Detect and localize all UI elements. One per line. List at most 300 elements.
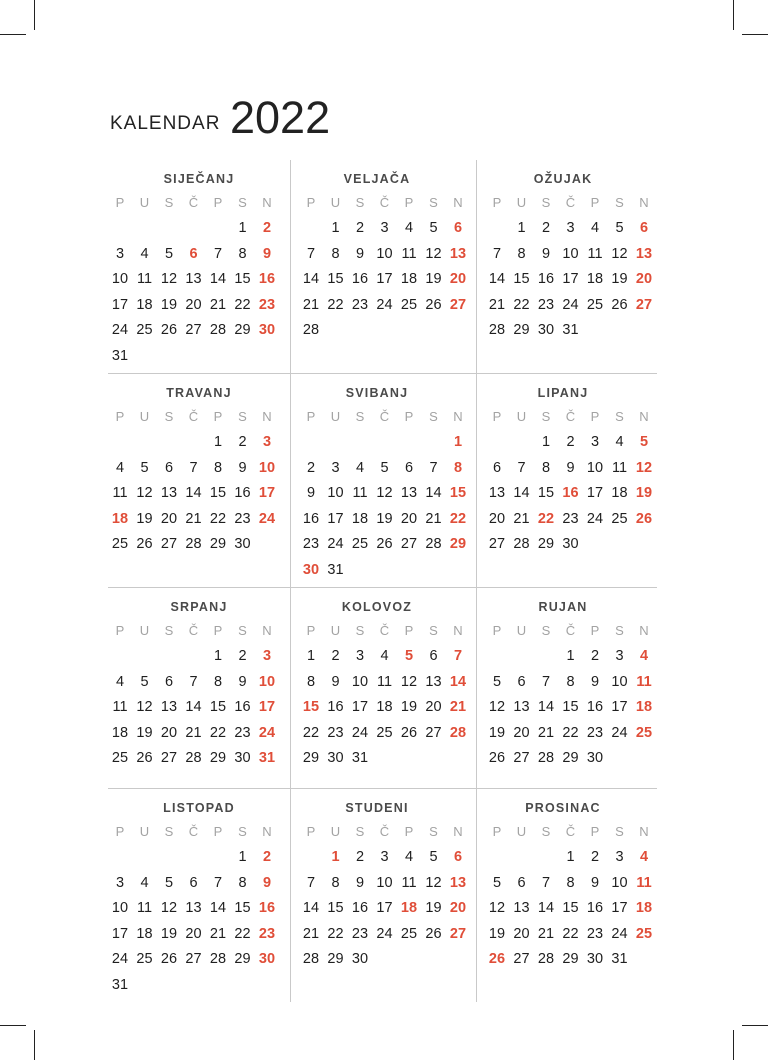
day-cell[interactable]: 24	[611, 925, 628, 942]
day-cell[interactable]: 3	[380, 849, 389, 865]
day-cell[interactable]: 21	[513, 510, 530, 527]
day-cell[interactable]: 21	[209, 296, 227, 313]
day-cell[interactable]: 8	[331, 874, 340, 891]
day-cell[interactable]: 4	[140, 245, 149, 262]
day-cell[interactable]: 9	[238, 673, 247, 690]
day-cell[interactable]: 5	[429, 220, 438, 236]
day-cell[interactable]: 15	[209, 699, 227, 716]
day-cell[interactable]: 5	[639, 434, 649, 450]
day-cell[interactable]: 23	[586, 925, 604, 942]
day-cell[interactable]: 27	[160, 750, 178, 767]
day-cell[interactable]: 13	[160, 485, 178, 502]
day-cell[interactable]: 10	[111, 900, 129, 917]
day-cell[interactable]: 24	[111, 951, 129, 968]
day-cell[interactable]: 30	[351, 951, 369, 968]
day-cell[interactable]: 1	[331, 220, 340, 236]
day-cell[interactable]: 23	[537, 296, 555, 313]
day-cell[interactable]: 8	[566, 673, 575, 690]
day-cell[interactable]: 3	[590, 434, 600, 450]
day-cell[interactable]: 18	[400, 271, 418, 288]
day-cell[interactable]: 2	[306, 459, 316, 476]
day-cell[interactable]: 4	[404, 849, 414, 865]
day-cell[interactable]: 1	[306, 648, 316, 664]
day-cell[interactable]: 8	[541, 459, 551, 476]
day-cell[interactable]: 31	[562, 322, 579, 339]
day-cell[interactable]: 12	[136, 699, 153, 716]
day-cell[interactable]: 3	[331, 459, 340, 476]
day-cell[interactable]: 23	[258, 925, 276, 942]
day-cell[interactable]: 3	[115, 245, 125, 262]
day-cell[interactable]: 19	[136, 724, 153, 741]
day-cell[interactable]: 18	[635, 900, 653, 917]
day-cell[interactable]: 4	[590, 220, 600, 236]
day-cell[interactable]: 19	[488, 925, 506, 942]
day-cell[interactable]: 21	[425, 510, 442, 527]
day-cell[interactable]: 1	[238, 849, 247, 865]
day-cell[interactable]: 25	[400, 296, 418, 313]
day-cell[interactable]: 22	[234, 925, 251, 942]
day-cell[interactable]: 24	[258, 510, 276, 527]
day-cell[interactable]: 30	[258, 951, 276, 968]
day-cell[interactable]: 10	[562, 245, 579, 262]
day-cell[interactable]: 14	[302, 900, 320, 917]
day-cell[interactable]: 7	[453, 648, 463, 664]
day-cell[interactable]: 26	[136, 536, 153, 553]
day-cell[interactable]: 26	[400, 724, 418, 741]
day-cell[interactable]: 5	[164, 245, 174, 262]
day-cell[interactable]: 20	[513, 925, 530, 942]
day-cell[interactable]: 1	[213, 434, 223, 450]
day-cell[interactable]: 21	[537, 925, 555, 942]
day-cell[interactable]: 12	[160, 271, 178, 288]
day-cell[interactable]: 6	[429, 648, 438, 664]
day-cell[interactable]: 8	[517, 245, 526, 262]
day-cell[interactable]: 1	[213, 648, 223, 664]
day-cell[interactable]: 27	[449, 296, 467, 313]
day-cell[interactable]: 24	[611, 724, 628, 741]
day-cell[interactable]: 28	[537, 750, 555, 767]
day-cell[interactable]: 30	[537, 322, 555, 339]
day-cell[interactable]: 19	[425, 900, 442, 917]
day-cell[interactable]: 18	[635, 699, 653, 716]
day-cell[interactable]: 19	[376, 510, 393, 527]
day-cell[interactable]: 24	[351, 724, 369, 741]
day-cell[interactable]: 28	[302, 322, 320, 339]
day-cell[interactable]: 13	[513, 699, 530, 716]
day-cell[interactable]: 20	[185, 296, 202, 313]
day-cell[interactable]: 29	[449, 536, 467, 553]
day-cell[interactable]: 31	[111, 977, 129, 993]
day-cell[interactable]: 30	[327, 750, 344, 767]
day-cell[interactable]: 26	[488, 750, 506, 767]
day-cell[interactable]: 1	[453, 434, 463, 450]
day-cell[interactable]: 9	[331, 673, 340, 690]
day-cell[interactable]: 23	[234, 724, 251, 741]
day-cell[interactable]: 26	[611, 296, 628, 313]
day-cell[interactable]: 31	[111, 348, 129, 364]
day-cell[interactable]: 26	[160, 322, 178, 339]
day-cell[interactable]: 24	[562, 296, 579, 313]
day-cell[interactable]: 20	[449, 271, 467, 288]
day-cell[interactable]: 2	[355, 220, 365, 236]
day-cell[interactable]: 11	[352, 485, 368, 502]
day-cell[interactable]: 24	[586, 510, 604, 527]
day-cell[interactable]: 22	[562, 925, 579, 942]
day-cell[interactable]: 9	[262, 245, 272, 262]
day-cell[interactable]: 9	[355, 874, 365, 891]
day-cell[interactable]: 2	[238, 648, 247, 664]
day-cell[interactable]: 14	[425, 485, 442, 502]
day-cell[interactable]: 30	[586, 951, 604, 968]
day-cell[interactable]: 3	[615, 849, 624, 865]
day-cell[interactable]: 27	[449, 925, 467, 942]
day-cell[interactable]: 15	[327, 900, 344, 917]
day-cell[interactable]: 16	[258, 900, 276, 917]
day-cell[interactable]: 6	[189, 874, 198, 891]
day-cell[interactable]: 13	[185, 900, 202, 917]
day-cell[interactable]: 17	[111, 296, 129, 313]
day-cell[interactable]: 14	[185, 485, 202, 502]
day-cell[interactable]: 4	[404, 220, 414, 236]
day-cell[interactable]: 8	[213, 673, 223, 690]
day-cell[interactable]: 3	[615, 648, 624, 664]
day-cell[interactable]: 16	[562, 485, 579, 502]
day-cell[interactable]: 4	[615, 434, 624, 450]
day-cell[interactable]: 30	[234, 536, 251, 553]
day-cell[interactable]: 21	[185, 510, 202, 527]
day-cell[interactable]: 13	[185, 271, 202, 288]
day-cell[interactable]: 28	[513, 536, 530, 553]
day-cell[interactable]: 25	[635, 925, 653, 942]
day-cell[interactable]: 5	[380, 459, 389, 476]
day-cell[interactable]: 18	[136, 296, 153, 313]
day-cell[interactable]: 22	[562, 724, 579, 741]
day-cell[interactable]: 21	[537, 724, 555, 741]
day-cell[interactable]: 20	[160, 724, 178, 741]
day-cell[interactable]: 5	[492, 673, 502, 690]
day-cell[interactable]: 20	[449, 900, 467, 917]
day-cell[interactable]: 18	[586, 271, 604, 288]
day-cell[interactable]: 4	[639, 648, 649, 664]
day-cell[interactable]: 29	[209, 536, 227, 553]
day-cell[interactable]: 28	[209, 951, 227, 968]
day-cell[interactable]: 10	[586, 459, 604, 476]
day-cell[interactable]: 1	[331, 849, 340, 865]
day-cell[interactable]: 10	[611, 874, 628, 891]
day-cell[interactable]: 22	[513, 296, 530, 313]
day-cell[interactable]: 18	[111, 510, 129, 527]
day-cell[interactable]: 4	[115, 673, 125, 690]
day-cell[interactable]: 17	[611, 900, 628, 917]
day-cell[interactable]: 10	[258, 673, 276, 690]
day-cell[interactable]: 22	[302, 724, 320, 741]
day-cell[interactable]: 9	[262, 874, 272, 891]
day-cell[interactable]: 19	[400, 699, 418, 716]
day-cell[interactable]: 18	[400, 900, 418, 917]
day-cell[interactable]: 12	[400, 673, 418, 690]
day-cell[interactable]: 13	[635, 245, 653, 262]
day-cell[interactable]: 24	[258, 724, 276, 741]
day-cell[interactable]: 17	[562, 271, 579, 288]
day-cell[interactable]: 20	[513, 724, 530, 741]
day-cell[interactable]: 7	[306, 874, 316, 891]
day-cell[interactable]: 27	[488, 536, 506, 553]
day-cell[interactable]: 14	[513, 485, 530, 502]
day-cell[interactable]: 16	[586, 699, 604, 716]
day-cell[interactable]: 20	[160, 510, 178, 527]
day-cell[interactable]: 25	[376, 724, 393, 741]
day-cell[interactable]: 5	[140, 459, 149, 476]
day-cell[interactable]: 13	[425, 673, 442, 690]
day-cell[interactable]: 8	[238, 245, 247, 262]
day-cell[interactable]: 16	[234, 699, 251, 716]
day-cell[interactable]: 12	[425, 874, 442, 891]
day-cell[interactable]: 30	[302, 562, 320, 578]
day-cell[interactable]: 6	[639, 220, 649, 236]
day-cell[interactable]: 9	[238, 459, 247, 476]
day-cell[interactable]: 5	[404, 648, 414, 664]
day-cell[interactable]: 16	[327, 699, 344, 716]
day-cell[interactable]: 30	[562, 536, 579, 553]
day-cell[interactable]: 24	[327, 536, 344, 553]
day-cell[interactable]: 12	[635, 459, 653, 476]
day-cell[interactable]: 12	[376, 485, 393, 502]
day-cell[interactable]: 8	[331, 245, 340, 262]
day-cell[interactable]: 14	[449, 673, 467, 690]
day-cell[interactable]: 22	[234, 296, 251, 313]
day-cell[interactable]: 24	[376, 925, 393, 942]
day-cell[interactable]: 5	[492, 874, 502, 891]
day-cell[interactable]: 17	[611, 699, 628, 716]
day-cell[interactable]: 14	[185, 699, 202, 716]
day-cell[interactable]: 22	[209, 724, 227, 741]
day-cell[interactable]: 13	[449, 874, 467, 891]
day-cell[interactable]: 8	[213, 459, 223, 476]
day-cell[interactable]: 21	[449, 699, 467, 716]
day-cell[interactable]: 27	[513, 750, 530, 767]
day-cell[interactable]: 18	[136, 925, 153, 942]
day-cell[interactable]: 10	[376, 874, 393, 891]
day-cell[interactable]: 7	[213, 245, 223, 262]
day-cell[interactable]: 18	[611, 485, 628, 502]
day-cell[interactable]: 4	[380, 648, 389, 664]
day-cell[interactable]: 2	[566, 434, 575, 450]
day-cell[interactable]: 11	[401, 245, 417, 262]
day-cell[interactable]: 15	[513, 271, 530, 288]
day-cell[interactable]: 17	[351, 699, 369, 716]
day-cell[interactable]: 16	[586, 900, 604, 917]
day-cell[interactable]: 25	[635, 724, 653, 741]
day-cell[interactable]: 3	[355, 648, 365, 664]
day-cell[interactable]: 3	[262, 648, 272, 664]
day-cell[interactable]: 10	[258, 459, 276, 476]
day-cell[interactable]: 29	[234, 322, 251, 339]
day-cell[interactable]: 25	[586, 296, 604, 313]
day-cell[interactable]: 11	[587, 245, 603, 262]
day-cell[interactable]: 3	[262, 434, 272, 450]
day-cell[interactable]: 19	[425, 271, 442, 288]
day-cell[interactable]: 2	[262, 220, 272, 236]
day-cell[interactable]: 10	[327, 485, 344, 502]
day-cell[interactable]: 10	[376, 245, 393, 262]
day-cell[interactable]: 19	[160, 296, 178, 313]
day-cell[interactable]: 30	[586, 750, 604, 767]
day-cell[interactable]: 21	[302, 296, 320, 313]
day-cell[interactable]: 25	[400, 925, 418, 942]
day-cell[interactable]: 29	[209, 750, 227, 767]
day-cell[interactable]: 16	[234, 485, 251, 502]
day-cell[interactable]: 30	[258, 322, 276, 339]
day-cell[interactable]: 9	[590, 673, 600, 690]
day-cell[interactable]: 29	[327, 951, 344, 968]
day-cell[interactable]: 25	[111, 750, 129, 767]
day-cell[interactable]: 15	[327, 271, 344, 288]
day-cell[interactable]: 29	[562, 951, 579, 968]
day-cell[interactable]: 11	[376, 673, 393, 690]
day-cell[interactable]: 1	[541, 434, 551, 450]
day-cell[interactable]: 6	[404, 459, 414, 476]
day-cell[interactable]: 15	[234, 271, 251, 288]
day-cell[interactable]: 17	[376, 900, 393, 917]
day-cell[interactable]: 1	[566, 648, 575, 664]
day-cell[interactable]: 9	[306, 485, 316, 502]
day-cell[interactable]: 18	[376, 699, 393, 716]
day-cell[interactable]: 7	[492, 245, 502, 262]
day-cell[interactable]: 12	[488, 699, 506, 716]
day-cell[interactable]: 9	[355, 245, 365, 262]
day-cell[interactable]: 24	[111, 322, 129, 339]
day-cell[interactable]: 7	[213, 874, 223, 891]
day-cell[interactable]: 23	[302, 536, 320, 553]
day-cell[interactable]: 28	[537, 951, 555, 968]
day-cell[interactable]: 27	[425, 724, 442, 741]
day-cell[interactable]: 20	[425, 699, 442, 716]
day-cell[interactable]: 17	[586, 485, 604, 502]
day-cell[interactable]: 8	[566, 874, 575, 891]
day-cell[interactable]: 18	[111, 724, 129, 741]
day-cell[interactable]: 13	[488, 485, 506, 502]
day-cell[interactable]: 11	[136, 271, 153, 288]
day-cell[interactable]: 28	[185, 536, 202, 553]
day-cell[interactable]: 24	[376, 296, 393, 313]
day-cell[interactable]: 21	[209, 925, 227, 942]
day-cell[interactable]: 16	[258, 271, 276, 288]
day-cell[interactable]: 1	[517, 220, 526, 236]
day-cell[interactable]: 8	[238, 874, 247, 891]
day-cell[interactable]: 11	[136, 900, 153, 917]
day-cell[interactable]: 25	[111, 536, 129, 553]
day-cell[interactable]: 26	[160, 951, 178, 968]
day-cell[interactable]: 9	[590, 874, 600, 891]
day-cell[interactable]: 11	[636, 673, 652, 690]
day-cell[interactable]: 22	[209, 510, 227, 527]
day-cell[interactable]: 20	[488, 510, 506, 527]
day-cell[interactable]: 3	[380, 220, 389, 236]
day-cell[interactable]: 26	[136, 750, 153, 767]
day-cell[interactable]: 18	[351, 510, 369, 527]
day-cell[interactable]: 26	[376, 536, 393, 553]
day-cell[interactable]: 23	[351, 925, 369, 942]
day-cell[interactable]: 25	[136, 322, 153, 339]
day-cell[interactable]: 6	[517, 874, 526, 891]
day-cell[interactable]: 17	[111, 925, 129, 942]
day-cell[interactable]: 12	[136, 485, 153, 502]
day-cell[interactable]: 6	[164, 459, 174, 476]
day-cell[interactable]: 11	[401, 874, 417, 891]
day-cell[interactable]: 1	[238, 220, 247, 236]
day-cell[interactable]: 15	[302, 699, 320, 716]
day-cell[interactable]: 3	[115, 874, 125, 891]
day-cell[interactable]: 10	[611, 673, 628, 690]
day-cell[interactable]: 2	[590, 849, 600, 865]
day-cell[interactable]: 11	[112, 699, 128, 716]
day-cell[interactable]: 28	[488, 322, 506, 339]
day-cell[interactable]: 22	[327, 296, 344, 313]
day-cell[interactable]: 12	[160, 900, 178, 917]
day-cell[interactable]: 21	[185, 724, 202, 741]
day-cell[interactable]: 16	[537, 271, 555, 288]
day-cell[interactable]: 26	[635, 510, 653, 527]
day-cell[interactable]: 9	[541, 245, 551, 262]
day-cell[interactable]: 23	[258, 296, 276, 313]
day-cell[interactable]: 29	[562, 750, 579, 767]
day-cell[interactable]: 4	[140, 874, 149, 891]
day-cell[interactable]: 17	[258, 485, 276, 502]
day-cell[interactable]: 15	[449, 485, 467, 502]
day-cell[interactable]: 7	[541, 874, 551, 891]
day-cell[interactable]: 19	[488, 724, 506, 741]
day-cell[interactable]: 7	[541, 673, 551, 690]
day-cell[interactable]: 19	[160, 925, 178, 942]
day-cell[interactable]: 11	[636, 874, 652, 891]
day-cell[interactable]: 22	[537, 510, 555, 527]
day-cell[interactable]: 5	[164, 874, 174, 891]
day-cell[interactable]: 17	[258, 699, 276, 716]
day-cell[interactable]: 2	[355, 849, 365, 865]
day-cell[interactable]: 27	[185, 322, 202, 339]
day-cell[interactable]: 23	[562, 510, 579, 527]
day-cell[interactable]: 14	[488, 271, 506, 288]
day-cell[interactable]: 29	[234, 951, 251, 968]
day-cell[interactable]: 31	[327, 562, 344, 578]
day-cell[interactable]: 13	[513, 900, 530, 917]
day-cell[interactable]: 29	[513, 322, 530, 339]
day-cell[interactable]: 6	[453, 849, 463, 865]
day-cell[interactable]: 5	[429, 849, 438, 865]
day-cell[interactable]: 6	[164, 673, 174, 690]
day-cell[interactable]: 8	[453, 459, 463, 476]
day-cell[interactable]: 25	[351, 536, 369, 553]
day-cell[interactable]: 6	[189, 245, 198, 262]
day-cell[interactable]: 31	[258, 750, 276, 767]
day-cell[interactable]: 2	[238, 434, 247, 450]
day-cell[interactable]: 21	[302, 925, 320, 942]
day-cell[interactable]: 15	[562, 900, 579, 917]
day-cell[interactable]: 7	[517, 459, 526, 476]
day-cell[interactable]: 28	[209, 322, 227, 339]
day-cell[interactable]: 13	[449, 245, 467, 262]
day-cell[interactable]: 23	[351, 296, 369, 313]
day-cell[interactable]: 14	[209, 900, 227, 917]
day-cell[interactable]: 31	[351, 750, 369, 767]
day-cell[interactable]: 2	[590, 648, 600, 664]
day-cell[interactable]: 1	[566, 849, 575, 865]
day-cell[interactable]: 17	[327, 510, 344, 527]
day-cell[interactable]: 6	[453, 220, 463, 236]
day-cell[interactable]: 15	[562, 699, 579, 716]
day-cell[interactable]: 12	[425, 245, 442, 262]
day-cell[interactable]: 20	[635, 271, 653, 288]
